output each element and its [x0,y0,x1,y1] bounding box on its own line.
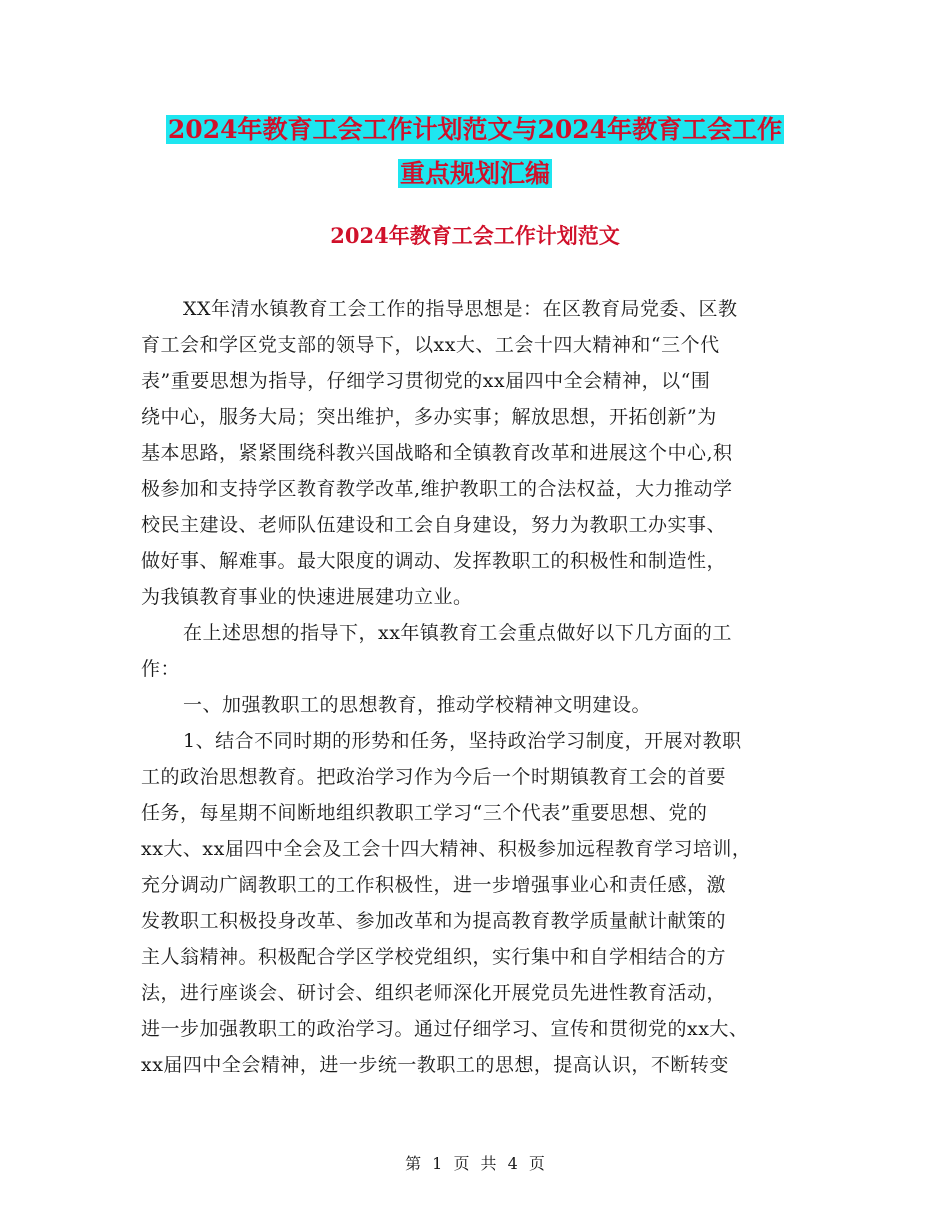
text-line: 主人翁精神。积极配合学区学校党组织，实行集中和自学相结合的方 [141,946,727,968]
text-line: 校民主建设、老师队伍建设和工会自身建设，努力为教职工办实事、 [141,514,727,536]
text-line: 进一步加强教职工的政治学习。通过仔细学习、宣传和贯彻党的xx大、 [141,1018,749,1040]
text-line: 1、结合不同时期的形势和任务，坚持政治学习制度，开展对教职 [183,730,742,752]
document-title-line-1 [0,108,950,152]
text-line: XX年清水镇教育工会工作的指导思想是：在区教育局党委、区教 [183,298,738,320]
title-highlight: 2024年教育工会工作计划范文与2024年教育工会工作 [167,115,783,144]
text-line: 工的政治思想教育。把政治学习作为今后一个时期镇教育工会的首要 [141,766,727,788]
text-line: 发教职工积极投身改革、参加改革和为提高教育教学质量献计献策的 [141,910,727,932]
text-line: 作： [141,658,181,680]
text-line: xx届四中全会精神，进一步统一教职工的思想，提高认识，不断转变 [141,1054,729,1076]
text-line: 充分调动广阔教职工的工作积极性，进一步增强事业心和责任感，激 [141,874,727,896]
text-line: 法，进行座谈会、研讨会、组织老师深化开展党员先进性教育活动， [141,982,727,1004]
text-line: 做好事、解难事。最大限度的调动、发挥教职工的积极性和制造性， [141,550,727,572]
text-line: 育工会和学区党支部的领导下，以xx大、工会十四大精神和“三个代 [141,334,720,356]
document-title-line-2 [0,152,950,196]
page-footer: 第 1 页 共 4 页 [405,1154,545,1173]
text-line: 表”重要思想为指导，仔细学习贯彻党的xx届四中全会精神，以“围 [141,370,711,392]
text-line: 为我镇教育事业的快速进展建功立业。 [141,586,473,608]
title-highlight: 重点规划汇编 [399,159,550,188]
body-text [141,291,821,1083]
text-line: 一、加强教职工的思想教育，推动学校精神文明建设。 [183,694,652,716]
text-line: 基本思路，紧紧围绕科教兴国战略和全镇教育改革和进展这个中心,积 [141,442,733,464]
text-line: 在上述思想的指导下，xx年镇教育工会重点做好以下几方面的工 [183,622,732,644]
text-line: 绕中心，服务大局；突出维护，多办实事；解放思想，开拓创新”为 [141,406,717,428]
text-line: xx大、xx届四中全会及工会十四大精神、积极参加远程教育学习培训， [141,838,752,860]
text-line: 任务，每星期不间断地组织教职工学习“三个代表”重要思想、党的 [141,802,708,824]
text-line: 极参加和支持学区教育教学改革,维护教职工的合法权益，大力推动学 [141,478,733,500]
section-title: 2024年教育工会工作计划范文 [330,223,620,248]
